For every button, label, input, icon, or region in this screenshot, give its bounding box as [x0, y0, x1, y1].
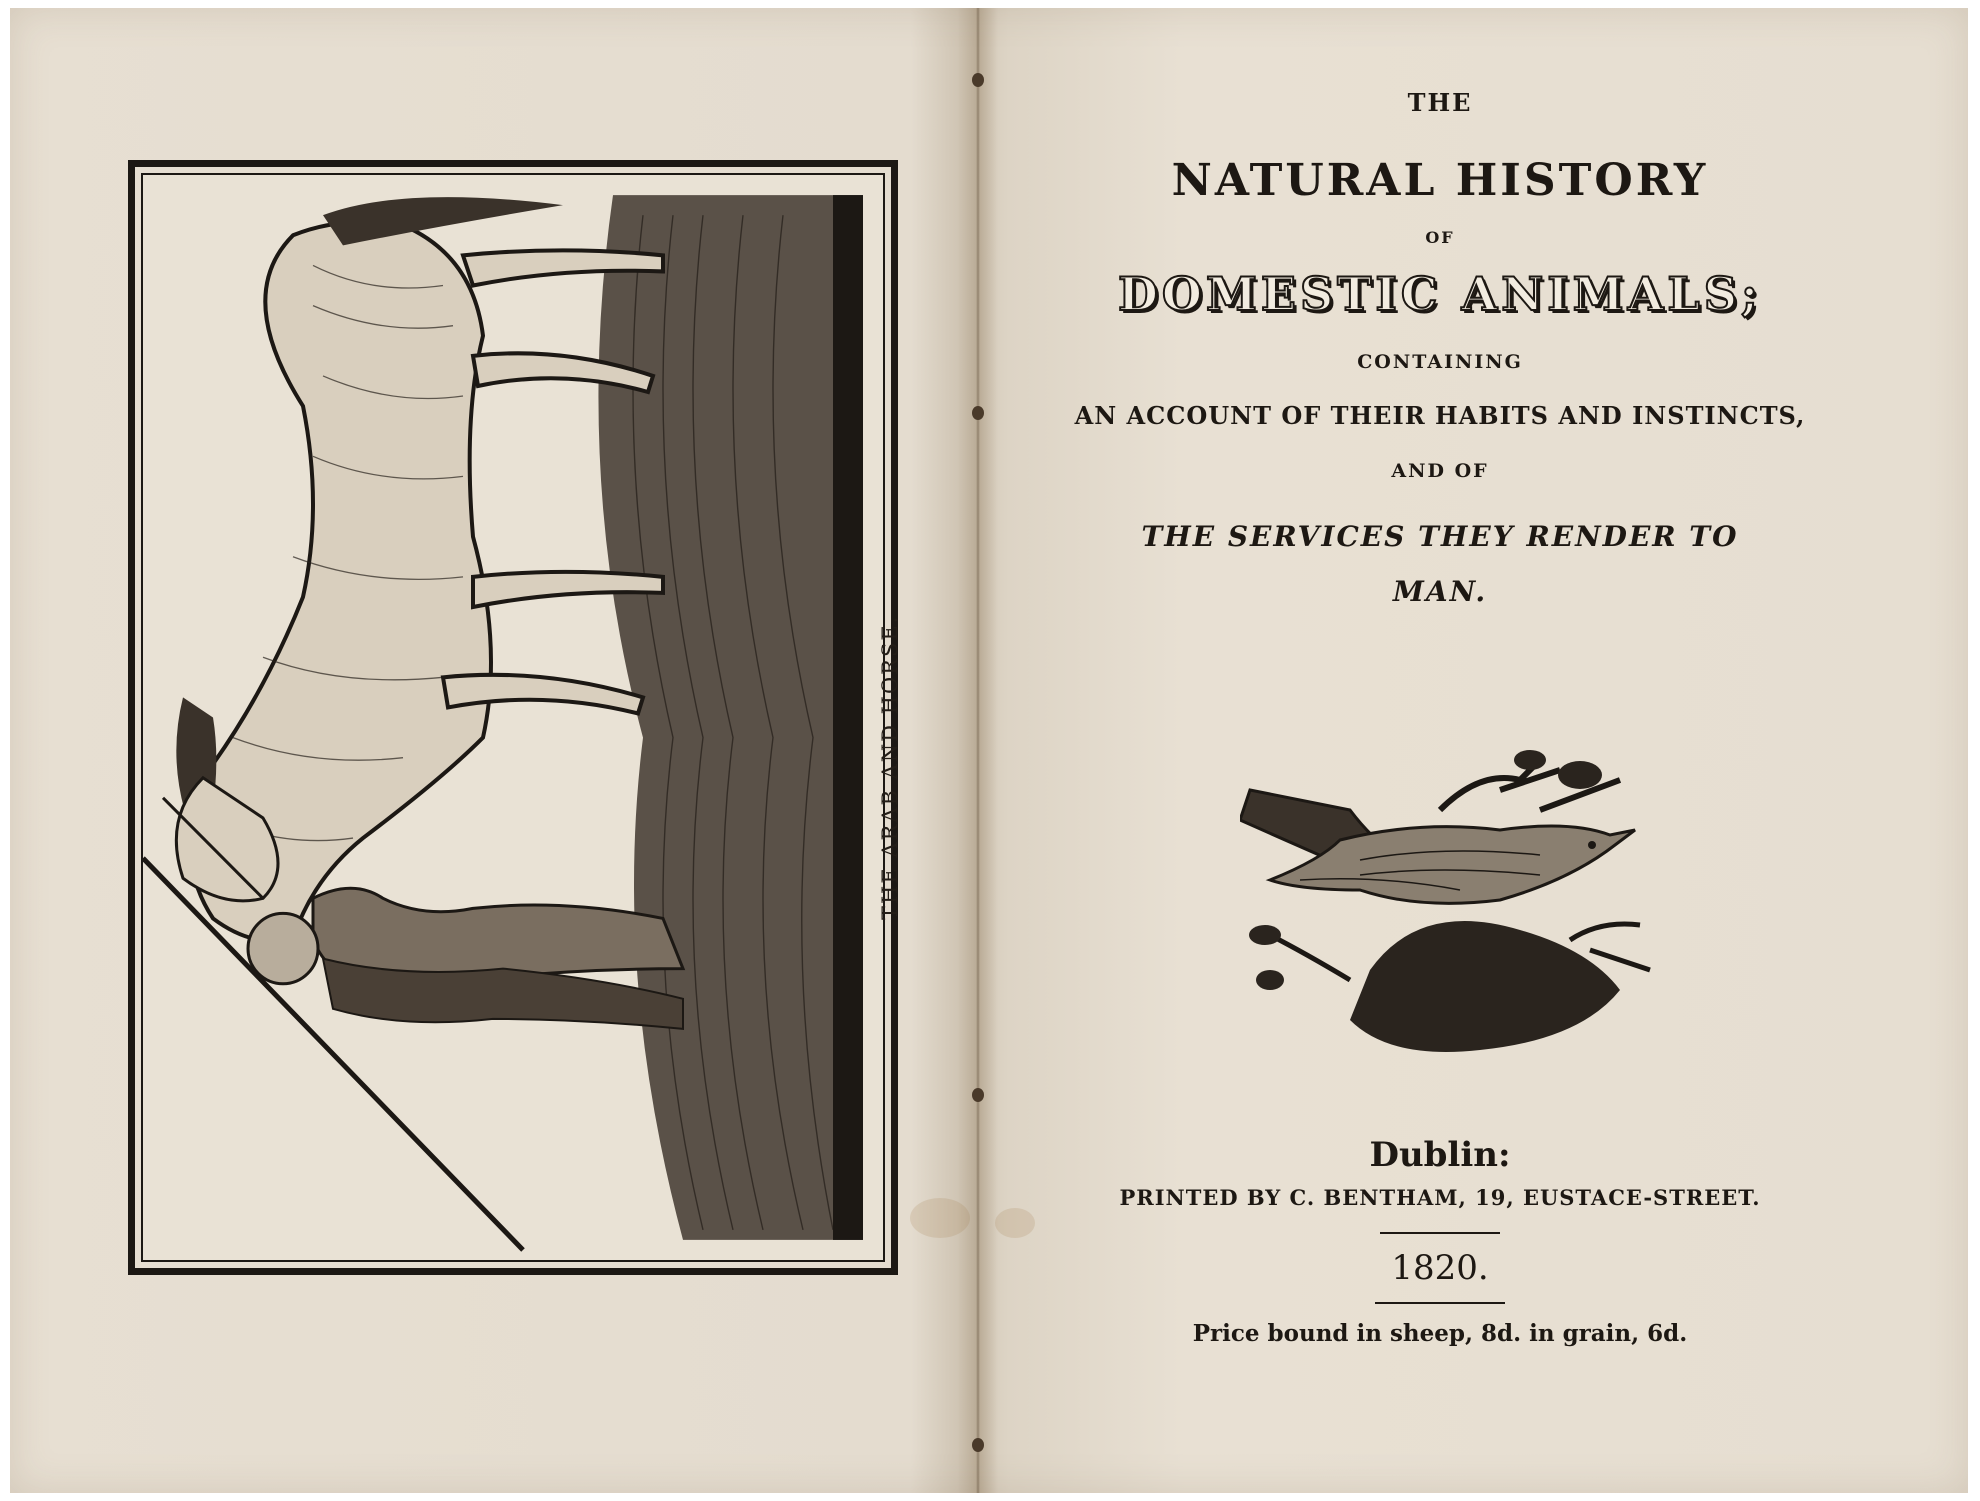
imprint-year: 1820.: [1391, 1248, 1489, 1288]
binding-stitch: [972, 1088, 984, 1102]
imprint-block: [1040, 1135, 1840, 1347]
imprint-rule: [1380, 1232, 1500, 1234]
imprint-rule: [1375, 1302, 1505, 1304]
subtitle-account: AN ACCOUNT OF THEIR HABITS AND INSTINCTS,: [1074, 401, 1806, 430]
subtitle-man: MAN.: [1392, 575, 1488, 608]
frontispiece-caption: THE ARAB AND HORSE.: [878, 614, 902, 920]
binding-stitch: [972, 1438, 984, 1452]
frontispiece-engraving: [128, 160, 898, 1275]
subtitle-containing: CONTAINING: [1357, 351, 1523, 373]
imprint-price: Price bound in sheep, 8d. in grain, 6d.: [1192, 1320, 1688, 1347]
title-block: [1040, 70, 1840, 608]
book-gutter: [958, 8, 998, 1493]
binding-stitch: [972, 406, 984, 420]
subtitle-and-of: AND OF: [1391, 460, 1489, 482]
binding-stitch: [972, 73, 984, 87]
subtitle-services: THE SERVICES THEY RENDER TO: [1141, 520, 1739, 553]
imprint-city: Dublin:: [1369, 1135, 1511, 1175]
bird-woodcut-vignette: [1240, 750, 1660, 1070]
foxing-stain: [995, 1208, 1035, 1238]
title-domestic-animals: DOMESTIC ANIMALS;: [1118, 267, 1762, 321]
title-the: THE: [1407, 88, 1473, 117]
arab-and-horse-woodcut: [143, 175, 883, 1260]
foxing-stain: [910, 1198, 970, 1238]
title-of: OF: [1425, 228, 1455, 247]
imprint-printer: PRINTED BY C. BENTHAM, 19, EUSTACE-STREET.: [1119, 1185, 1761, 1210]
title-natural-history: NATURAL HISTORY: [1171, 155, 1709, 206]
